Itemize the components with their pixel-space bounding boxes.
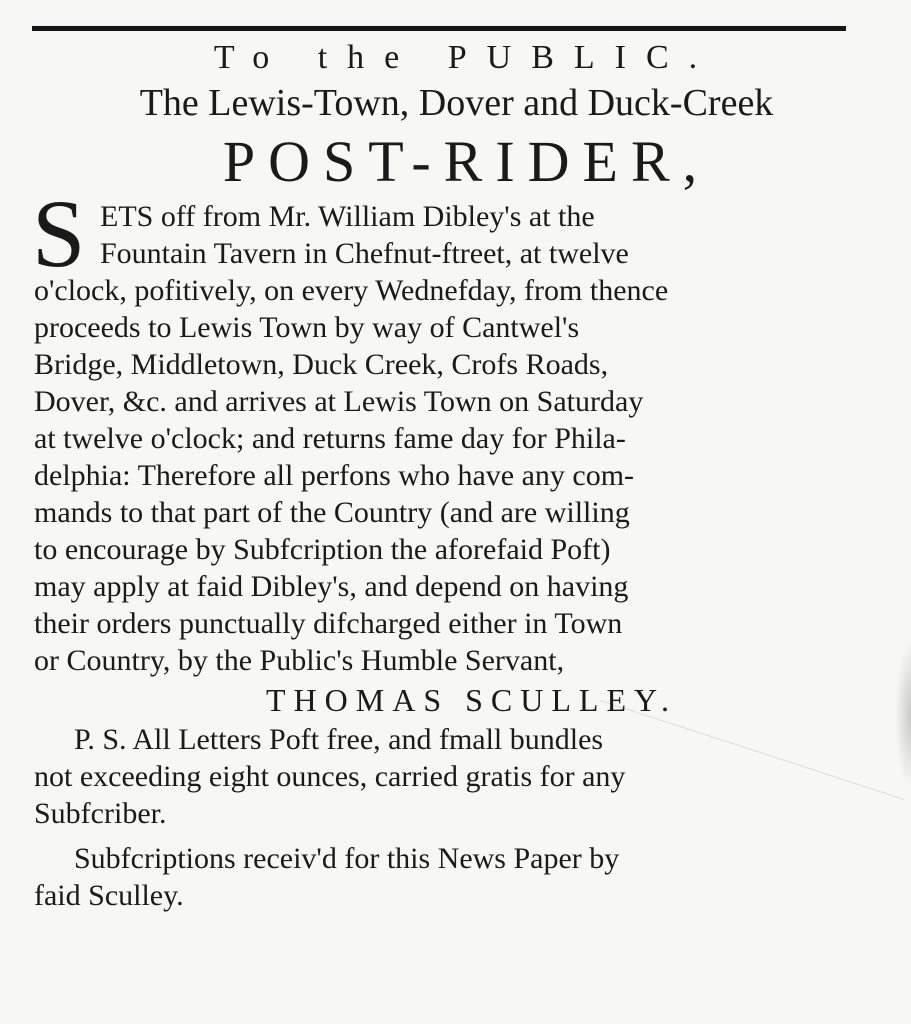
ps-line: not exceeding eight ounces, carried gratis for any [34, 760, 626, 793]
body-line: at twelve o'clock; and returns fame day for Phila- [34, 422, 626, 455]
drop-cap-letter: S [32, 180, 86, 287]
ad-body [34, 198, 879, 679]
clipped-previous-text [20, 0, 871, 6]
subscription-notice [34, 840, 879, 914]
body-line: to encourage by Subfcription the aforefaid Poft) [34, 533, 611, 566]
heading-to-the-public: To the PUBLIC. [213, 39, 718, 76]
body-line: or Country, by the Public's Humble Servant, [34, 644, 565, 677]
postscript [34, 721, 879, 832]
ps-line: P. S. All Letters Poft free, and fmall bundles [74, 723, 604, 756]
ps-line: Subfcriber. [34, 797, 167, 830]
body-line: Bridge, Middletown, Duck Creek, Crofs Roads, [34, 348, 609, 381]
body-line: Dover, &c. and arrives at Lewis Town on Saturday [34, 385, 644, 418]
advertisement [34, 36, 879, 914]
paper-stain [895, 640, 911, 790]
body-line: proceeds to Lewis Town by way of Cantwel's [34, 311, 580, 344]
subscription-line: faid Sculley. [34, 879, 184, 912]
body-line: may apply at faid Dibley's, and depend on having [34, 570, 629, 603]
subscription-line: Subfcriptions receiv'd for this News Paper by [74, 842, 620, 875]
body-line: their orders punctually difcharged either in Town [34, 607, 623, 640]
spacer [34, 832, 879, 840]
top-rule [32, 26, 846, 31]
heading-route: The Lewis-Town, Dover and Duck-Creek [139, 82, 774, 124]
body-line: Fountain Tavern in Chefnut-ftreet, at twelve [100, 237, 629, 270]
body-line: o'clock, pofitively, on every Wednefday, from thence [34, 274, 669, 307]
body-line: delphia: Therefore all perfons who have any com- [34, 459, 635, 492]
body-line: ETS off from Mr. William Dibley's at the [100, 200, 595, 233]
signature-name: THOMAS SCULLEY. [266, 682, 677, 718]
body-line: mands to that part of the Country (and are willing [34, 496, 630, 529]
heading-post-rider: POST-RIDER, [222, 129, 711, 194]
